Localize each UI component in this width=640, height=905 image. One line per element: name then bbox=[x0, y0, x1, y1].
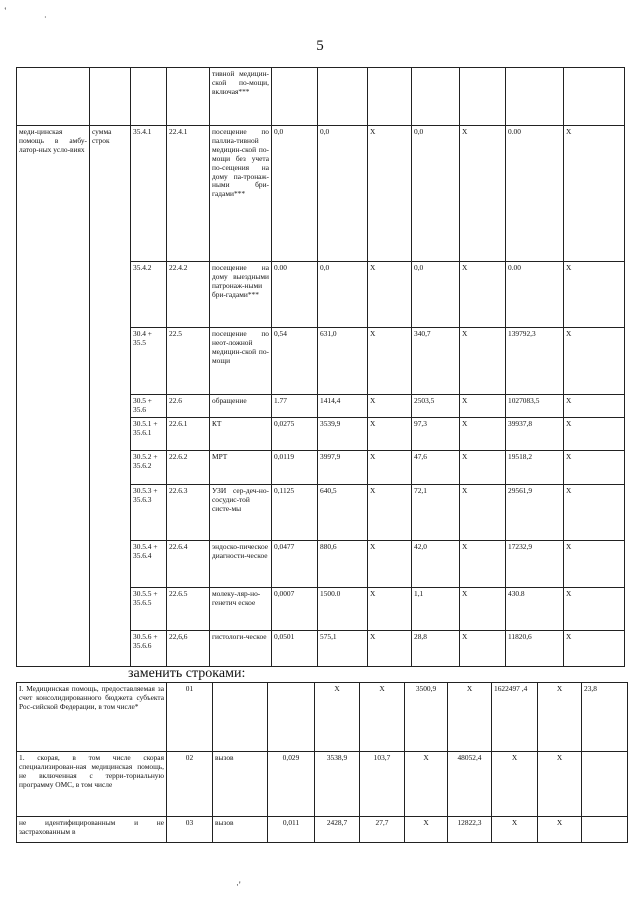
table-row: 35.4.2 22.4.2 посещение на дому выездными патронаж-ными бри-гадами*** 0.00 0,0 X 0,0 X 0.00 X bbox=[17, 262, 625, 328]
table-row: 30.4 + 35.5 22.5 посещение по неот-ложной медицин-ской по-мощи 0,54 631,0 X 340,7 X 139792,3 X bbox=[17, 328, 625, 395]
table-row: 30.5.6 + 35.6.6 22,6,6 гистологи-ческое 0,0501 575,1 X 28,8 X 11820,6 X bbox=[17, 631, 625, 667]
table-row: не идентифицированным и не застрахованным в 03 вызов 0,011 2428,7 27,7 X 12822,3 X X bbox=[17, 817, 628, 843]
table-row bbox=[17, 68, 625, 126]
table-replacement bbox=[16, 682, 628, 843]
service-name: МРТ bbox=[210, 451, 272, 485]
value-cell: 0,0 bbox=[272, 126, 318, 262]
table-upper bbox=[16, 67, 625, 667]
table-row: 30.5.4 + 35.6.4 22.6.4 эндоско-пическое диагности-ческое 0,0477 880,6 X 42,0 X 17232,9 X bbox=[17, 541, 625, 588]
value-cell: X bbox=[368, 126, 412, 262]
service-name: КТ bbox=[210, 418, 272, 451]
value-cell: X bbox=[564, 126, 625, 262]
table-row: 30.5.1 + 35.6.1 22.6.1 КТ 0,0275 3539,9 X 97,3 X 39937,8 X bbox=[17, 418, 625, 451]
group-label: меди-цинская помощь в амбу-латор-ных усло-виях bbox=[17, 126, 90, 667]
service-name: тивной медицин-ской по-мощи, включая*** bbox=[210, 68, 272, 126]
service-name: обращение bbox=[210, 395, 272, 418]
service-name: гистологи-ческое bbox=[210, 631, 272, 667]
page-number: 5 bbox=[316, 38, 324, 54]
service-name: посещение по неот-ложной медицин-ской по-мощи bbox=[210, 328, 272, 395]
table-row bbox=[17, 126, 625, 262]
row-name: 1. скорая, в том числе скорая специализирован-ная медицинская помощь, не включенная с терри-ториальную программу ОМС, в том числе bbox=[17, 752, 167, 817]
scan-mark: ·' bbox=[236, 880, 241, 890]
service-name: молеку-ляр-но-генетич еское bbox=[210, 588, 272, 631]
value-cell: 0,0 bbox=[318, 126, 368, 262]
table-row: 30.5.3 + 35.6.3 22.6.3 УЗИ сер-деч-но-сосудис-той систе-мы 0,1125 640,5 X 72,1 X 29561,9 X bbox=[17, 485, 625, 541]
service-name: посещение по паллиа-тивной медицин-ской по-мощи без учета по-сещения на дому па-тронаж-ными бри-гадами*** bbox=[210, 126, 272, 262]
row-name: не идентифицированным и не застрахованным в bbox=[17, 817, 167, 843]
service-name: УЗИ сер-деч-но-сосудис-той систе-мы bbox=[210, 485, 272, 541]
unit-label: сумма строк bbox=[90, 126, 131, 667]
table-row: 30.5.5 + 35.6.5 22.6.5 молеку-ляр-но-генетич еское 0,0007 1500.0 X 1,1 X 430.8 X bbox=[17, 588, 625, 631]
scan-mark: ʽ bbox=[4, 6, 7, 15]
code-cell: 22.4.1 bbox=[167, 126, 210, 262]
table-row: 30.5 + 35.6 22.6 обращение 1.77 1414,4 X 2503,5 X 1027083,5 X bbox=[17, 395, 625, 418]
table-row: 1. скорая, в том числе скорая специализирован-ная медицинская помощь, не включенная с терри-ториальную программу ОМС, в том числе 02 вызов 0,029 3538,9 103,7 X 48052,4 X X bbox=[17, 752, 628, 817]
service-name: эндоско-пическое диагности-ческое bbox=[210, 541, 272, 588]
section-heading: заменить строками: bbox=[128, 666, 246, 681]
table-row: 30.5.2 + 35.6.2 22.6.2 МРТ 0,0119 3997,9 X 47,6 X 19518,2 X bbox=[17, 451, 625, 485]
value-cell: 0,0 bbox=[412, 126, 460, 262]
value-cell: 0.00 bbox=[506, 126, 564, 262]
table-row: I. Медицинская помощь, предоставляемая за счет консолидированного бюджета субъекта Рос-сийской Федерации, в том числе* 01 X X 3500,9 X 1622497 ,4 X 23,8 bbox=[17, 683, 628, 752]
value-cell: X bbox=[460, 126, 506, 262]
row-name: I. Медицинская помощь, предоставляемая за счет консолидированного бюджета субъекта Рос-сийской Федерации, в том числе* bbox=[17, 683, 167, 752]
code-cell: 35.4.1 bbox=[131, 126, 167, 262]
scan-mark: · bbox=[44, 13, 47, 22]
service-name: посещение на дому выездными патронаж-ными бри-гадами*** bbox=[210, 262, 272, 328]
